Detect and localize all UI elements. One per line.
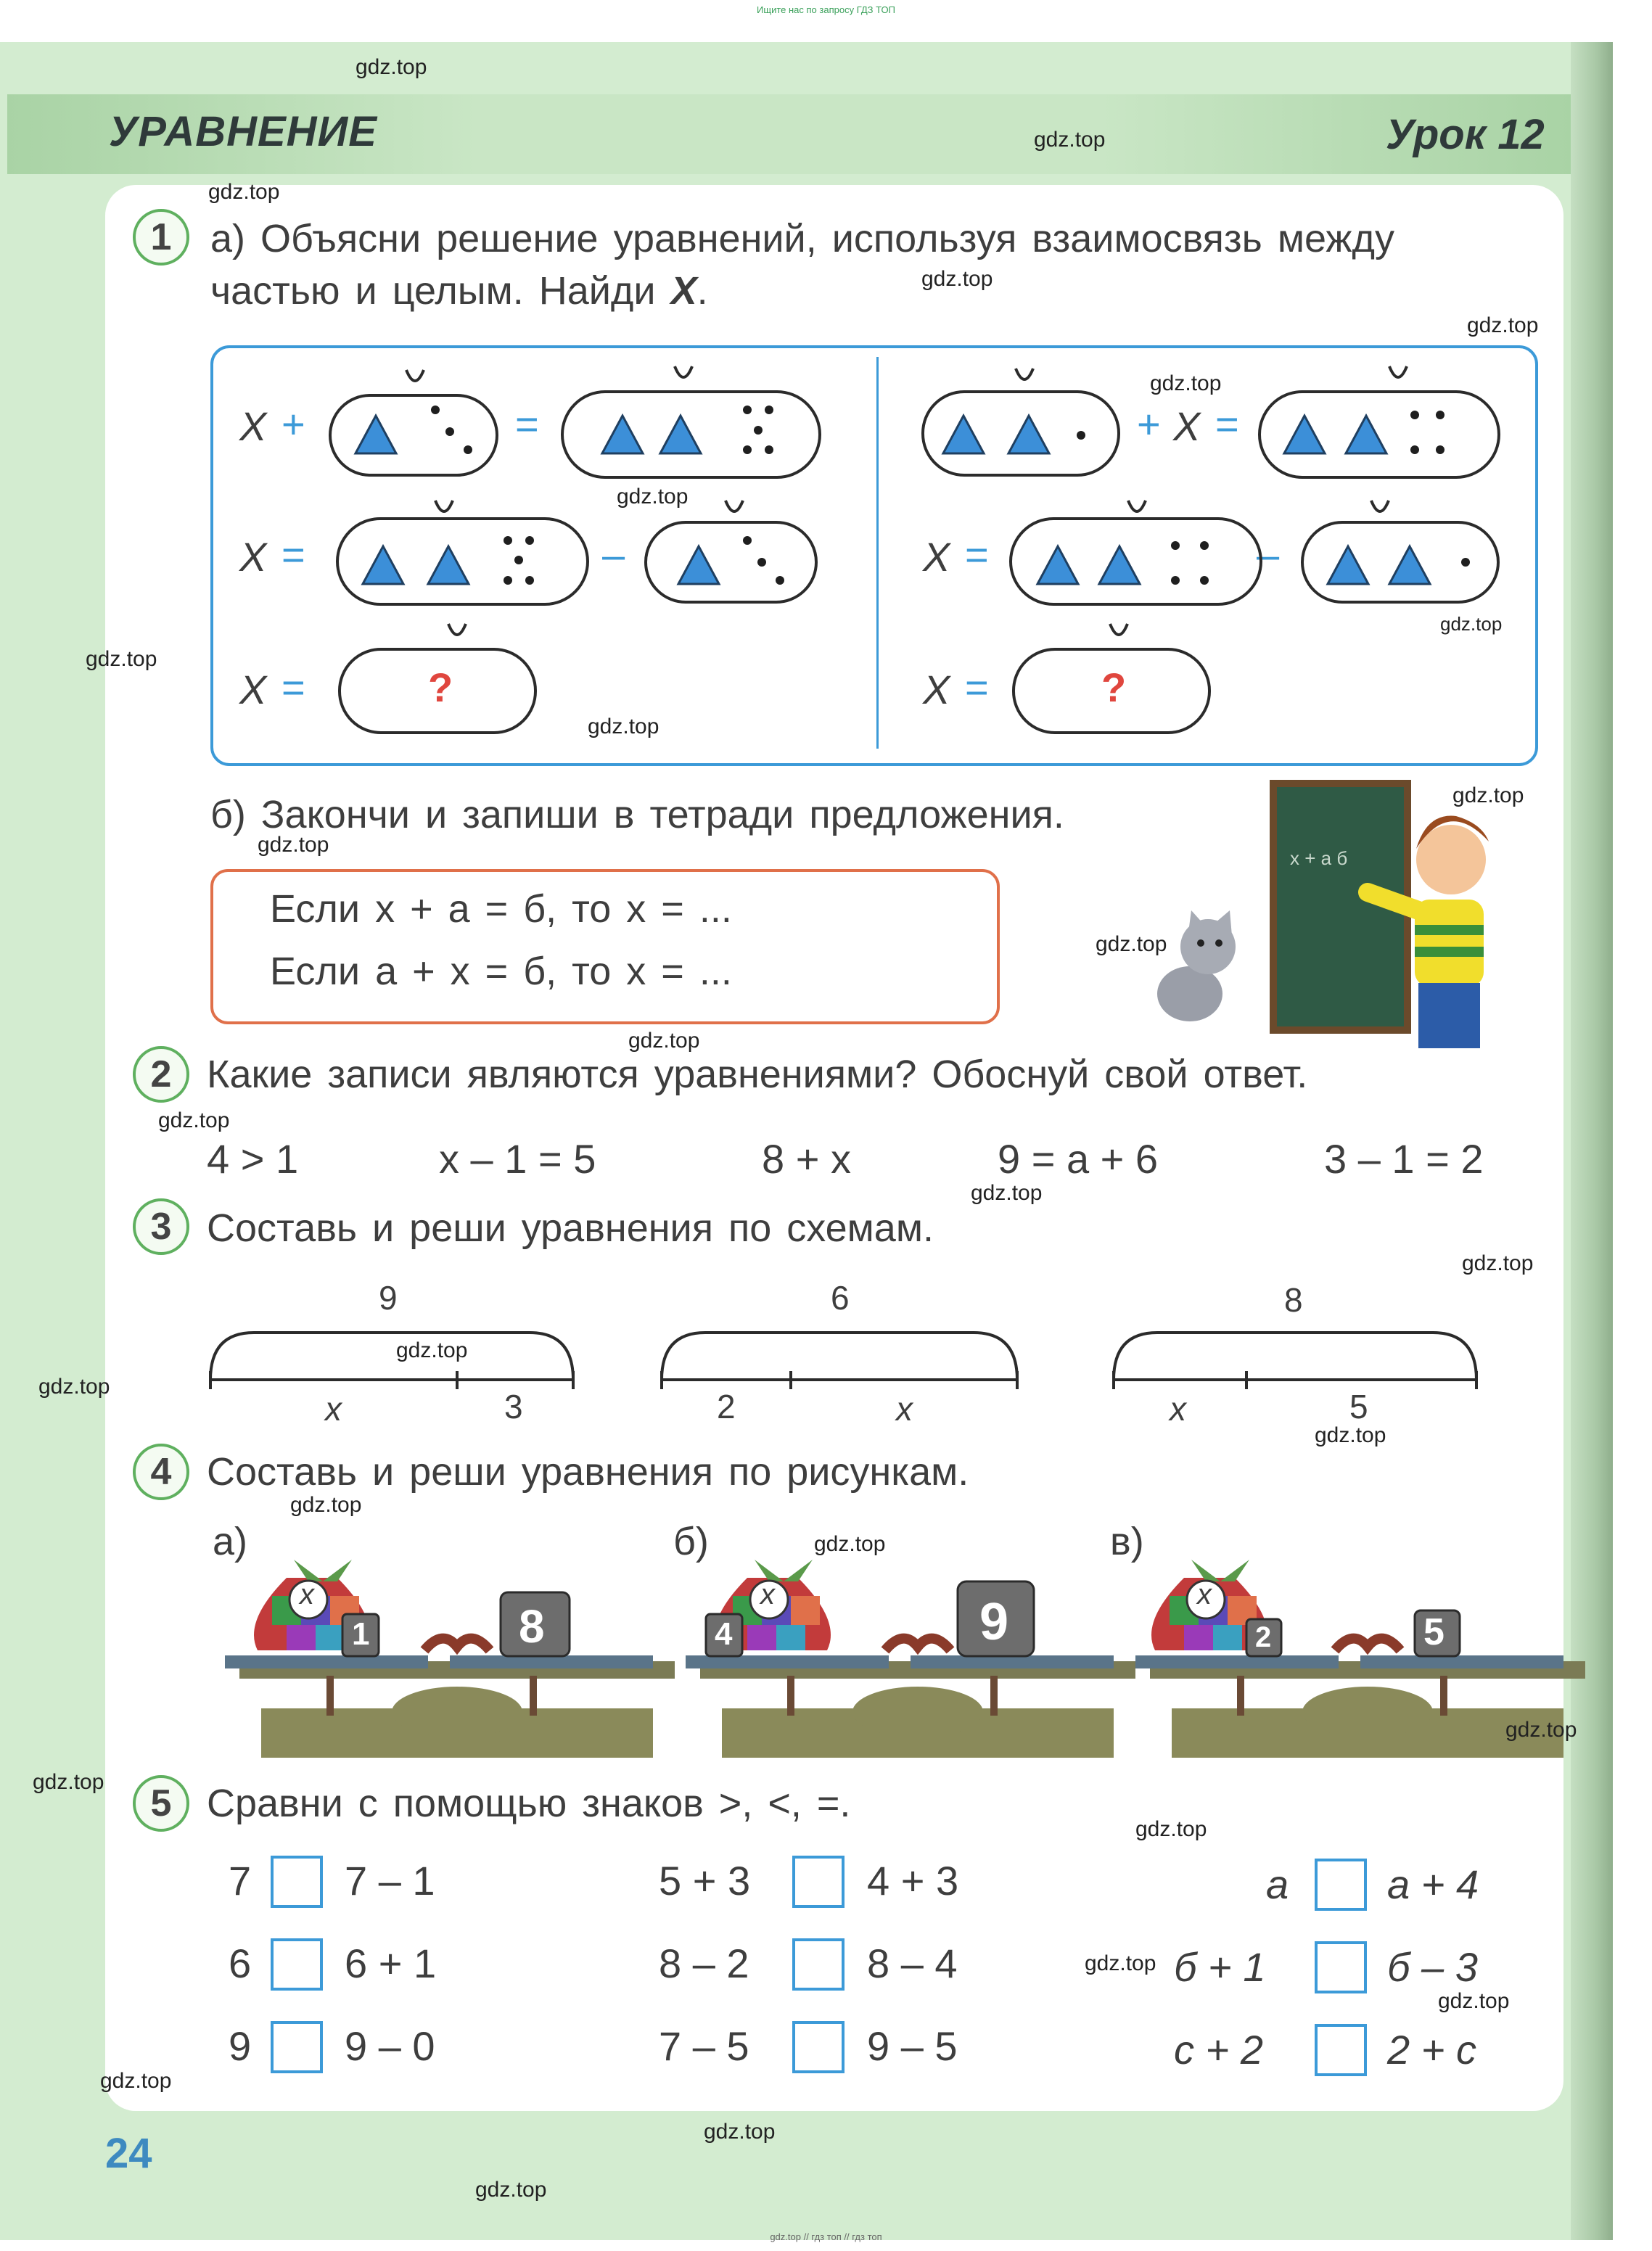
watermark: gdz.top [617,485,689,509]
task-5-question: Сравни с помощью знаков >, <, =. [207,1782,851,1825]
task-2-item-5: 3 – 1 = 2 [1324,1136,1484,1182]
right-row2-equals: = [965,532,989,577]
left-unknown-mark: ? [428,664,453,710]
scale-c-label: в) [1110,1520,1144,1563]
scheme-2-total: 6 [831,1279,850,1317]
right-row3-equals: = [965,664,989,710]
c1-r2-right: 6 + 1 [345,1941,437,1986]
watermark: gdz.top [100,2069,172,2093]
right-row2-minus: – [1257,532,1280,577]
c1-r1-left: 7 [229,1858,252,1904]
watermark: gdz.top [588,715,659,738]
c2-r3-left: 7 – 5 [659,2023,749,2069]
watermark: gdz.top [1462,1251,1534,1275]
task-2-item-4: 9 = a + 6 [998,1136,1159,1182]
task-1-number: 1 [133,209,189,266]
scale-b-bag: x [760,1579,775,1610]
scale-b-small-weight: 4 [715,1616,733,1652]
watermark: gdz.top [1438,1989,1510,2013]
answer-box-c2-r2[interactable] [792,1938,845,1991]
c1-r2-left: 6 [229,1941,252,1986]
answer-box-c3-r2[interactable] [1315,1941,1367,1993]
task-2-item-3: 8 + x [762,1136,851,1182]
answer-box-c1-r3[interactable] [271,2021,323,2073]
watermark: gdz.top [258,833,329,857]
answer-box-c2-r1[interactable] [792,1856,845,1908]
sentence-2: Если a + x = б, то x = ... [270,950,732,993]
c3-r1-right: a + 4 [1387,1861,1479,1907]
answer-box-c2-r3[interactable] [792,2021,845,2073]
scheme-1-right: 3 [504,1388,523,1425]
left-row1-equals: = [515,401,539,447]
scale-b-big-weight: 9 [979,1593,1009,1651]
watermark: gdz.top [1150,371,1222,395]
scale-b-label: б) [673,1520,709,1563]
task-2-item-2: x – 1 = 5 [439,1136,596,1182]
task-1-line-2: частью и целым. Найди X. [210,269,708,313]
watermark: gdz.top [1505,1718,1577,1742]
watermark: gdz.top [396,1338,468,1362]
scheme-2-left: 2 [717,1388,736,1425]
watermark: gdz.top [1135,1817,1207,1841]
scale-a-small-weight: 1 [352,1616,370,1652]
task-4-question: Составь и реши уравнения по рисункам. [207,1450,969,1494]
task-2-item-1: 4 > 1 [207,1136,299,1182]
watermark: gdz.top [1452,783,1524,807]
watermark: gdz.top [1315,1423,1386,1447]
c2-r1-right: 4 + 3 [867,1858,959,1904]
left-row3-equals: = [282,664,305,710]
c1-r3-left: 9 [229,2023,252,2069]
chalkboard-text: x + a б [1290,847,1348,869]
c3-r3-left: c + 2 [1174,2027,1263,2073]
right-unknown-mark: ? [1101,664,1127,710]
answer-box-c3-r1[interactable] [1315,1859,1367,1911]
c1-r1-right: 7 – 1 [345,1858,435,1904]
scale-a-bag: x [300,1579,314,1610]
c1-r3-right: 9 – 0 [345,2023,435,2069]
left-row2-x: X [239,534,267,580]
watermark: gdz.top [475,2178,547,2202]
left-row1-x: X [239,403,267,449]
c2-r2-left: 8 – 2 [659,1941,749,1986]
c3-r2-left: б + 1 [1174,1944,1266,1990]
scheme-1-total: 9 [379,1279,398,1317]
scheme-3-right: 5 [1349,1388,1368,1425]
watermark: gdz.top [971,1181,1043,1205]
scheme-2-right: x [896,1390,913,1428]
left-row2-equals: = [282,532,305,577]
watermark: gdz.top [814,1532,886,1556]
left-row2-minus: – [602,532,625,577]
scale-a-big-weight: 8 [519,1600,545,1653]
lesson-number: Урок 12 [1386,111,1545,158]
task-3-question: Составь и реши уравнения по схемам. [207,1206,934,1250]
left-row1-plus: + [282,401,305,447]
scheme-1-left: x [325,1390,342,1428]
answer-box-c1-r1[interactable] [271,1856,323,1908]
right-row3-x: X [923,667,950,712]
left-row3-x: X [239,667,267,712]
scheme-3-left: x [1170,1390,1186,1428]
c2-r1-left: 5 + 3 [659,1858,751,1904]
task-5-number: 5 [133,1775,189,1832]
right-row1-plus: + [1137,401,1161,447]
watermark: gdz.top [1440,613,1503,635]
watermark: gdz.top [33,1770,104,1794]
watermark: gdz.top [158,1108,230,1132]
watermark: gdz.top [290,1493,362,1517]
watermark: gdz.top [1034,128,1106,152]
scheme-3-total: 8 [1284,1281,1303,1319]
task-3-number: 3 [133,1198,189,1255]
c3-r1-left: a [1266,1861,1289,1907]
task-1-line-1: а) Объясни решение уравнений, используя взаимосвязь между [210,217,1395,260]
page-number: 24 [105,2130,152,2177]
watermark: gdz.top [1085,1951,1156,1975]
scale-c-small-weight: 2 [1255,1621,1272,1653]
answer-box-c1-r2[interactable] [271,1938,323,1991]
task-2-question: Какие записи являются уравнениями? Обоснуй свой ответ. [207,1053,1308,1096]
scale-c-bag: x [1197,1579,1212,1610]
c3-r2-right: б – 3 [1387,1944,1478,1990]
task-4-number: 4 [133,1444,189,1500]
answer-box-c3-r3[interactable] [1315,2024,1367,2076]
c2-r2-right: 8 – 4 [867,1941,958,1986]
right-row1-x: X [1173,403,1201,449]
watermark: gdz.top [86,647,157,671]
sentence-1: Если x + a = б, то x = ... [270,887,732,931]
scale-a-label: а) [213,1520,248,1563]
bottom-note: gdz.top // гдз топ // гдз топ [770,2231,882,2242]
header-title: УРАВНЕНИЕ [109,108,377,155]
task-1b-text: б) Закончи и запиши в тетради предложения. [210,793,1064,836]
c2-r3-right: 9 – 5 [867,2023,958,2069]
watermark: gdz.top [356,55,427,79]
scale-c-big-weight: 5 [1423,1611,1445,1653]
c3-r3-right: 2 + c [1387,2027,1476,2073]
right-row1-equals: = [1215,401,1239,447]
watermark: gdz.top [38,1375,110,1399]
task-2-number: 2 [133,1046,189,1103]
watermark: gdz.top [628,1029,700,1053]
top-note: Ищите нас по запросу ГДЗ ТОП [757,4,895,15]
right-row2-x: X [923,534,950,580]
watermark: gdz.top [1467,313,1539,337]
watermark: gdz.top [208,180,280,204]
watermark: gdz.top [704,2120,776,2144]
watermark: gdz.top [1096,932,1167,956]
watermark: gdz.top [921,267,993,291]
